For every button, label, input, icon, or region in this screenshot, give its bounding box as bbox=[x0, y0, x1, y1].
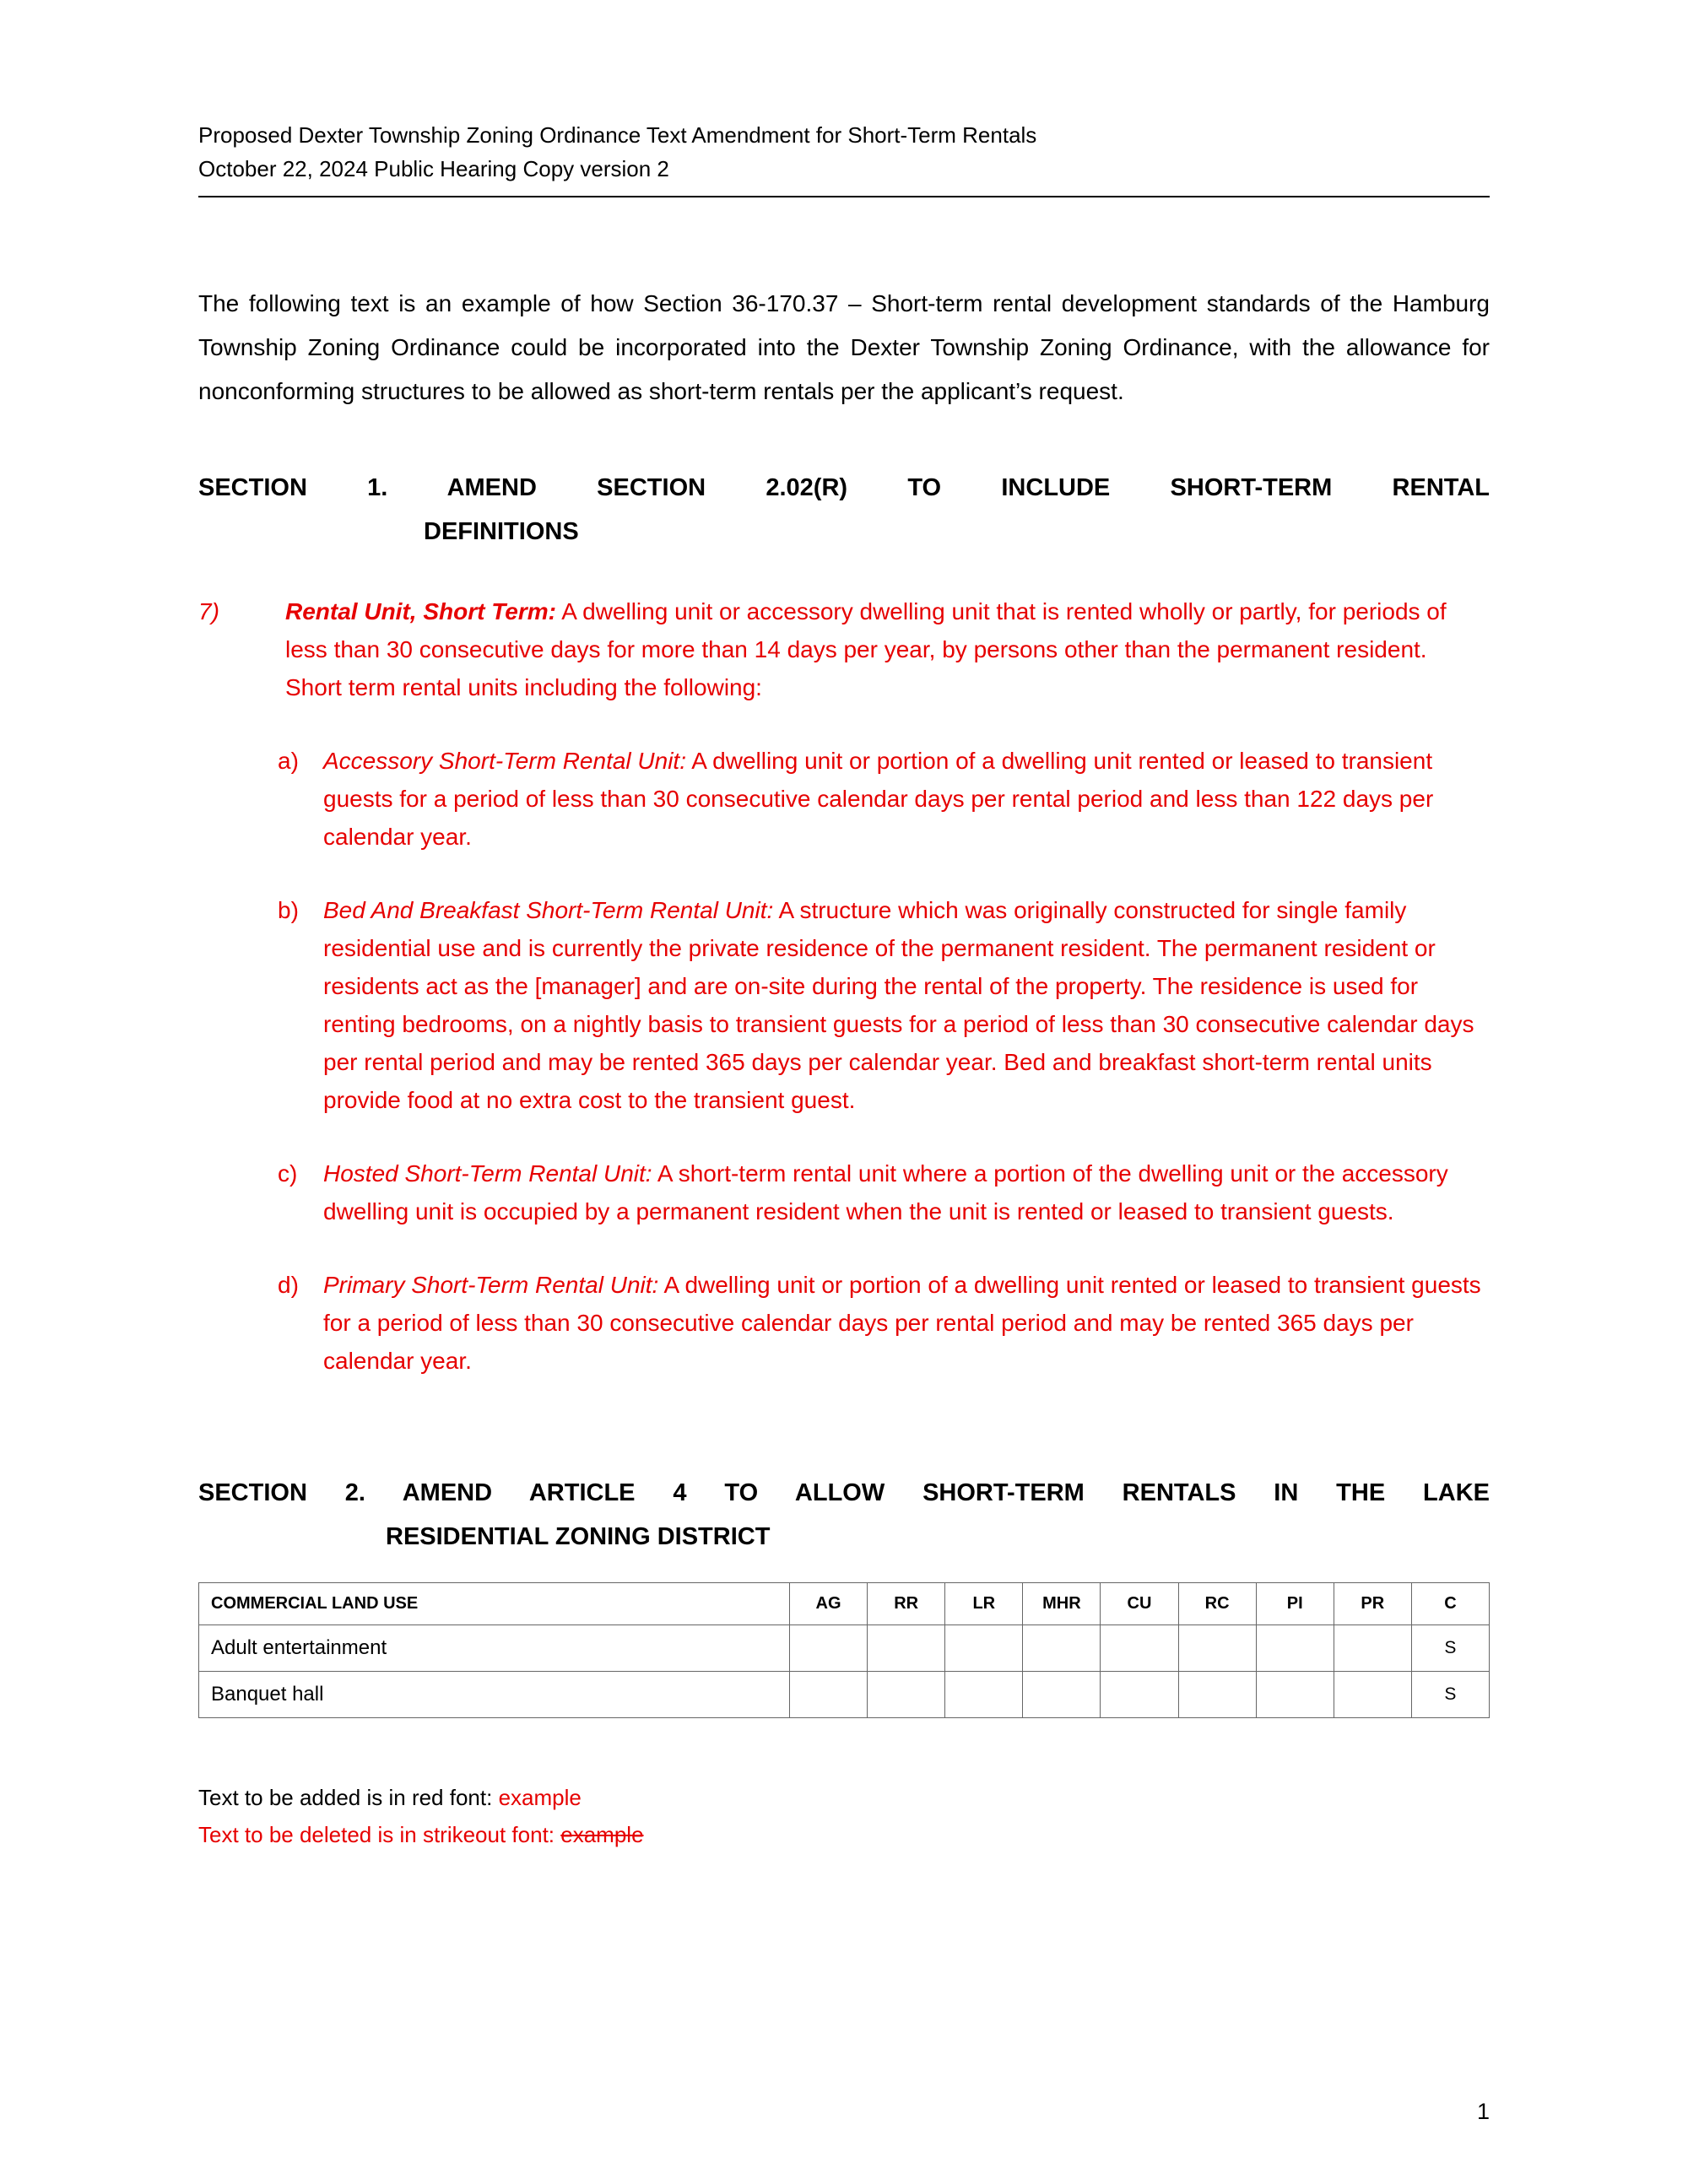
zone-cell bbox=[1178, 1672, 1256, 1718]
zone-cell bbox=[1256, 1672, 1334, 1718]
legend-added-label: Text to be added is in red font: bbox=[198, 1785, 499, 1810]
subitem-b-text: A structure which was originally constructed for single family residential use and is currently the private residence of the permanent resident. The permanent resident or residents act as the [manager] and are on-site during the rental of the property. The residence is used for renting bedrooms, on a nightly basis to transient guests for a period of less than 30 consecutive calendar days per rental period and may be rented 365 days per calendar year. Bed and breakfast short-term rental units provide food at no extra cost to the transient guest. bbox=[323, 897, 1474, 1113]
subitem-a-label: a) bbox=[278, 748, 299, 774]
section1-heading-line1: SECTION 1. AMEND SECTION 2.02(R) TO INCLUDE SHORT-TERM RENTAL bbox=[198, 474, 1490, 501]
subitem-b-label: b) bbox=[278, 897, 299, 923]
definition-term: Rental Unit, Short Term: bbox=[285, 598, 556, 624]
land-use-cell: Banquet hall bbox=[199, 1672, 790, 1718]
section2-heading bbox=[198, 1471, 1490, 1559]
zone-cell: S bbox=[1411, 1625, 1489, 1672]
section2-heading-line2: RESIDENTIAL ZONING DISTRICT bbox=[386, 1523, 771, 1550]
definition-subitem-c bbox=[198, 1154, 1490, 1230]
zone-cell bbox=[1023, 1625, 1101, 1672]
legend-deleted-label: Text to be deleted is in strikeout font: bbox=[198, 1822, 561, 1847]
zone-cell bbox=[1256, 1625, 1334, 1672]
land-use-cell: Adult entertainment bbox=[199, 1625, 790, 1672]
legend-added-line bbox=[198, 1779, 1490, 1816]
zone-cell bbox=[868, 1672, 945, 1718]
zone-cell bbox=[945, 1625, 1023, 1672]
column-header-cu: CU bbox=[1101, 1583, 1178, 1625]
definition-item-7 bbox=[198, 592, 1490, 706]
column-header-lr: LR bbox=[945, 1583, 1023, 1625]
zone-cell bbox=[1334, 1672, 1411, 1718]
column-header-c: C bbox=[1411, 1583, 1489, 1625]
definition-subitem-a bbox=[198, 742, 1490, 856]
zone-cell: S bbox=[1411, 1672, 1489, 1718]
legend-deleted-line bbox=[198, 1816, 1490, 1853]
definition-subitem-b bbox=[198, 891, 1490, 1119]
subitem-d-label: d) bbox=[278, 1272, 299, 1298]
legend-deleted-example: example bbox=[560, 1822, 644, 1847]
legend-added-example: example bbox=[498, 1785, 582, 1810]
zone-cell bbox=[1101, 1672, 1178, 1718]
column-header-rr: RR bbox=[868, 1583, 945, 1625]
zone-cell bbox=[1178, 1625, 1256, 1672]
definition-subitem-d bbox=[198, 1266, 1490, 1380]
intro-paragraph: The following text is an example of how Section 36-170.37 – Short-term rental development standards of the Hamburg Township Zoning Ordinance could be incorporated into the Dexter Township Zoning Ordinance, with the allowance for nonconforming structures to be allowed as short-term rentals per the applicant’s request. bbox=[198, 290, 1490, 404]
table-row-adult-entertainment bbox=[199, 1625, 1490, 1672]
definition-text: A dwelling unit or accessory dwelling unit that is rented wholly or partly, for periods of less than 30 consecutive days for more than 14 days per year, by persons other than the permanent resident. Short term rental units including the following: bbox=[285, 598, 1447, 700]
column-header-pi: PI bbox=[1256, 1583, 1334, 1625]
zone-cell bbox=[868, 1625, 945, 1672]
subitem-b-term: Bed And Breakfast Short-Term Rental Unit: bbox=[323, 897, 774, 923]
column-header-pr: PR bbox=[1334, 1583, 1411, 1625]
column-header-land-use: COMMERCIAL LAND USE bbox=[199, 1583, 790, 1625]
legend bbox=[198, 1779, 1490, 1853]
section1-heading bbox=[198, 466, 1490, 554]
subitem-c-text: A short-term rental unit where a portion of the dwelling unit or the accessory dwelling unit is occupied by a permanent resident when the unit is rented or leased to transient guests. bbox=[323, 1160, 1448, 1224]
subitem-a-text: A dwelling unit or portion of a dwelling unit rented or leased to transient guests for a period of less than 30 consecutive calendar days per rental period and less than 122 days per calendar year. bbox=[323, 748, 1434, 850]
zone-cell bbox=[945, 1672, 1023, 1718]
table-row-banquet-hall bbox=[199, 1672, 1490, 1718]
zone-cell bbox=[1334, 1625, 1411, 1672]
header-subtitle: October 22, 2024 Public Hearing Copy version 2 bbox=[198, 156, 669, 181]
zone-cell bbox=[790, 1625, 868, 1672]
page-number: 1 bbox=[1476, 2099, 1490, 2124]
subitem-a-term: Accessory Short-Term Rental Unit: bbox=[323, 748, 686, 774]
subitem-d-term: Primary Short-Term Rental Unit: bbox=[323, 1272, 659, 1298]
subitem-c-term: Hosted Short-Term Rental Unit: bbox=[323, 1160, 652, 1187]
section2-heading-line1: SECTION 2. AMEND ARTICLE 4 TO ALLOW SHORT-TERM RENTALS IN THE LAKE bbox=[198, 1479, 1490, 1506]
section1-heading-line2: DEFINITIONS bbox=[424, 518, 579, 545]
commercial-land-use-table bbox=[198, 1582, 1490, 1718]
zone-cell bbox=[1101, 1625, 1178, 1672]
subitem-c-label: c) bbox=[278, 1160, 298, 1187]
table-header-row bbox=[199, 1583, 1490, 1625]
subitem-d-text: A dwelling unit or portion of a dwelling unit rented or leased to transient guests for a period of less than 30 consecutive calendar days per rental period and may be rented 365 days per calendar year. bbox=[323, 1272, 1481, 1374]
zone-cell bbox=[1023, 1672, 1101, 1718]
column-header-mhr: MHR bbox=[1023, 1583, 1101, 1625]
header-title: Proposed Dexter Township Zoning Ordinance Text Amendment for Short-Term Rentals bbox=[198, 122, 1037, 148]
column-header-rc: RC bbox=[1178, 1583, 1256, 1625]
zone-cell bbox=[790, 1672, 868, 1718]
document-header bbox=[198, 118, 1490, 197]
column-header-ag: AG bbox=[790, 1583, 868, 1625]
definition-number: 7) bbox=[198, 598, 219, 624]
